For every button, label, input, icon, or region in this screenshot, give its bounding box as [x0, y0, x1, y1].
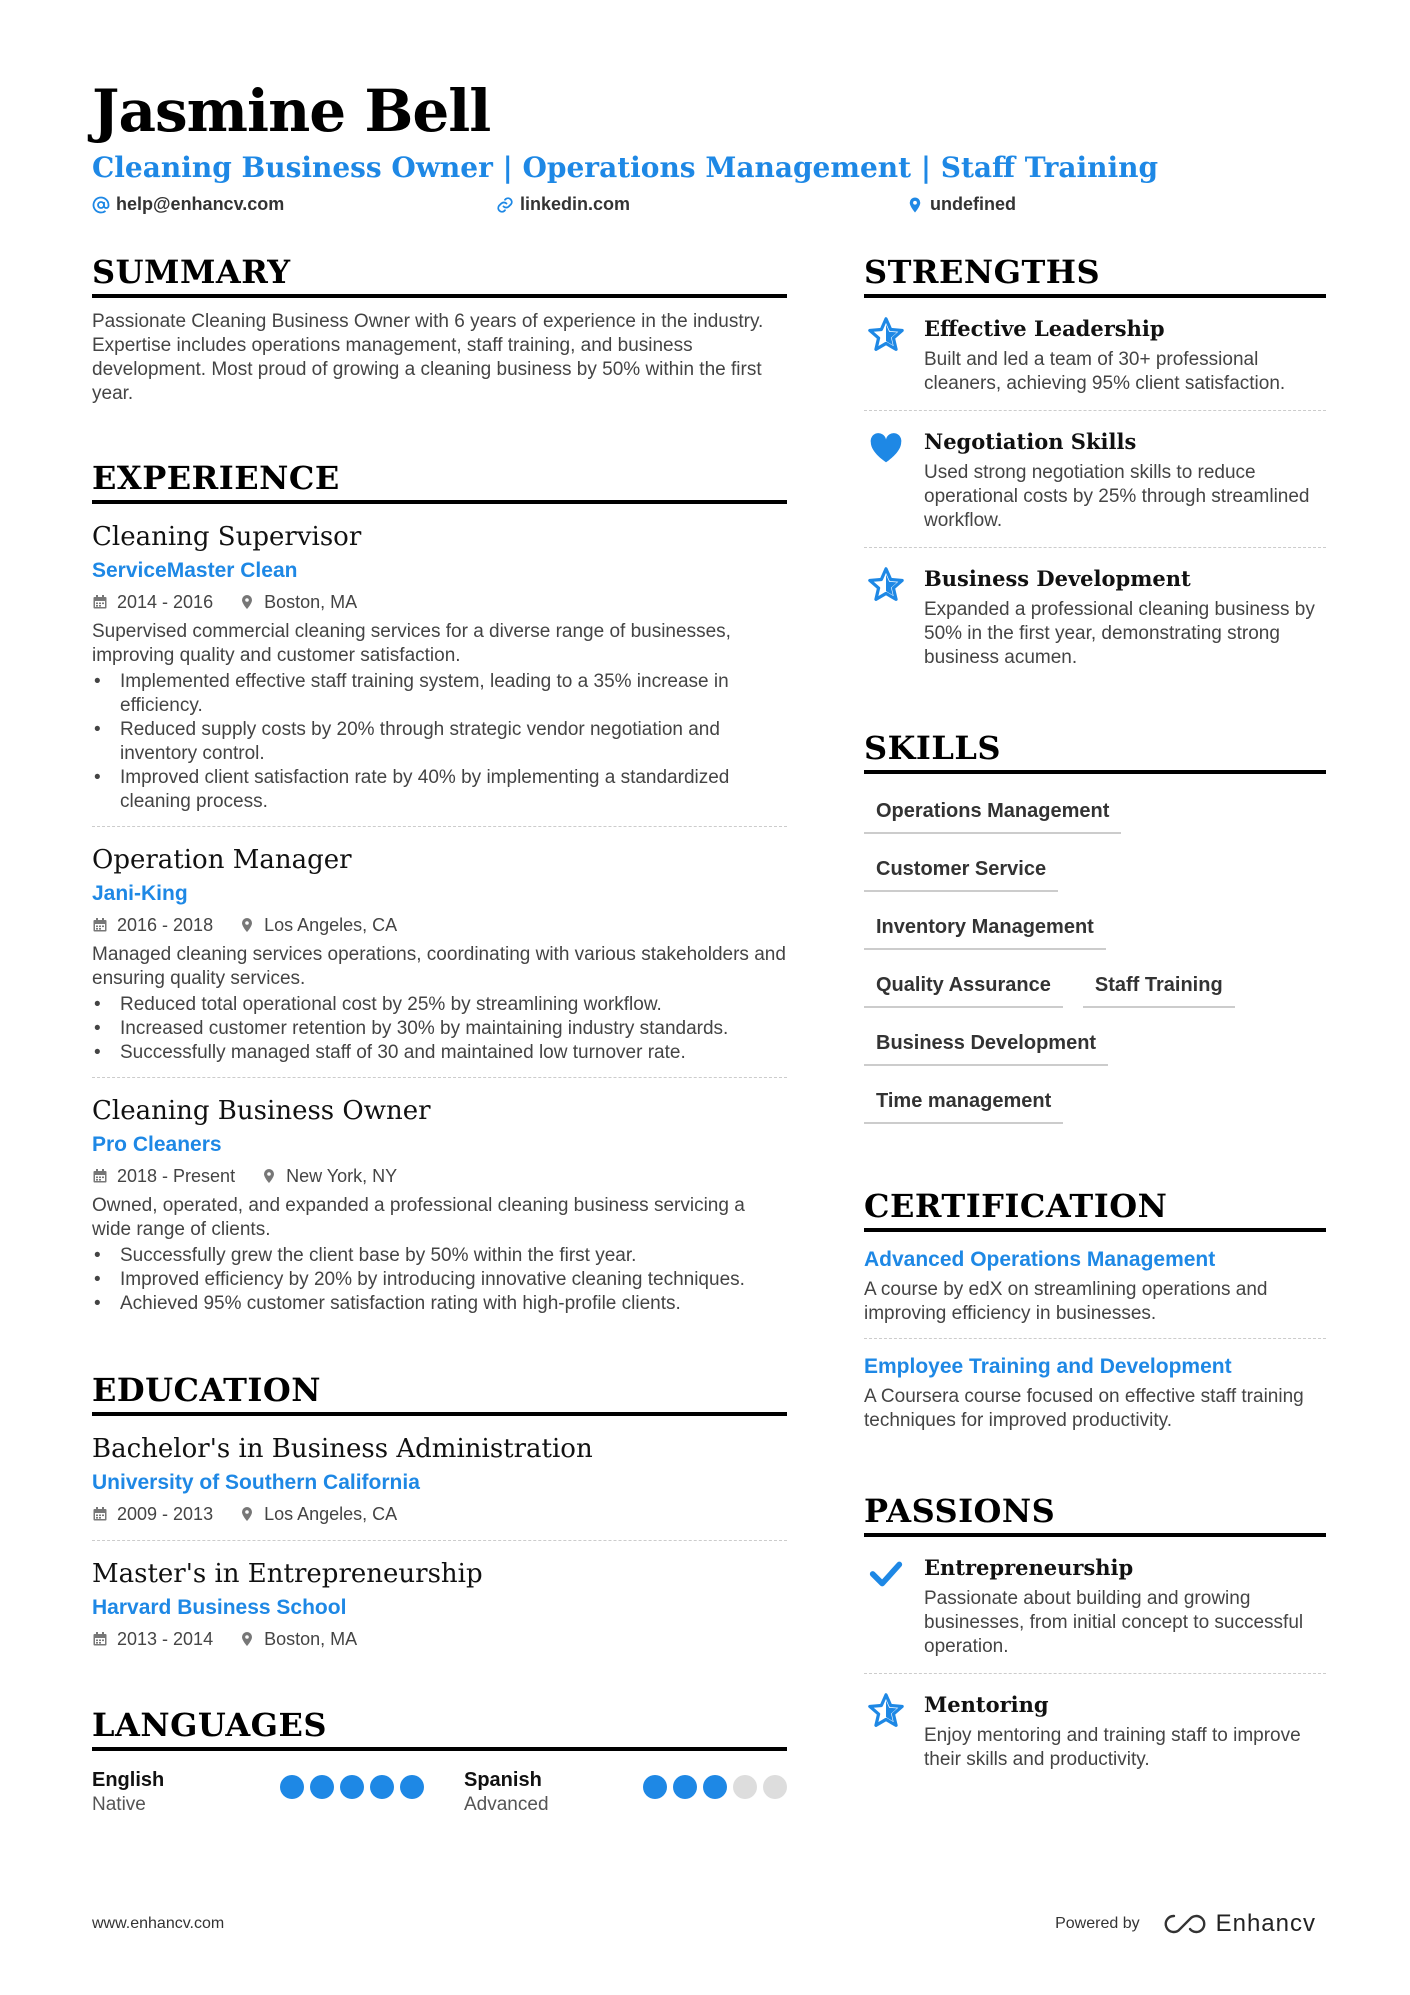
language-info: [92, 1767, 164, 1817]
passion-item: [864, 1674, 1326, 1786]
certification-title[interactable]: Advanced Operations Management: [864, 1248, 1216, 1271]
job-title: Operation Manager: [92, 845, 352, 875]
linkedin-text: linkedin.com: [520, 194, 631, 214]
achievement-item: • Reduced total operational cost by 25% by streamlining workflow.: [92, 993, 787, 1017]
passion-description: Enjoy mentoring and training staff to improve their skills and productivity.: [924, 1725, 1301, 1770]
location-text: Los Angeles, CA: [264, 915, 398, 935]
strength-description: Built and led a team of 30+ professional cleaners, achieving 95% client satisfaction.: [924, 349, 1286, 394]
powered-by: [1055, 1910, 1316, 1938]
link-icon: [496, 196, 514, 214]
strength-item: [864, 548, 1326, 684]
resume-header: [92, 74, 1332, 222]
at-icon: [92, 196, 110, 214]
language-rating: [280, 1775, 424, 1817]
strengths-section: [864, 252, 1326, 684]
passions-title: PASSIONS: [864, 1491, 1326, 1537]
rating-dot: [400, 1775, 424, 1799]
email-contact[interactable]: [92, 194, 284, 215]
strength-title: Business Development: [924, 566, 1191, 591]
certification-entry: [864, 1232, 1326, 1339]
contact-bar: [92, 194, 1332, 222]
language-level: Native: [92, 1794, 146, 1815]
passions-section: [864, 1491, 1326, 1786]
job-meta: [92, 588, 787, 616]
date-range: [92, 1625, 213, 1653]
passion-body: [924, 1553, 1326, 1659]
left-column: [92, 252, 787, 1869]
location: [239, 588, 357, 616]
achievement-item: • Implemented effective staff training system, leading to a 35% increase in efficiency.: [92, 670, 787, 718]
languages-list: [92, 1767, 787, 1817]
education-list: [92, 1416, 787, 1665]
location-pin-icon: [261, 1168, 277, 1184]
rating-dot: [340, 1775, 364, 1799]
job-description: Supervised commercial cleaning services for a diverse range of businesses, improving quality and customer satisfaction.: [92, 621, 731, 666]
experience-title: EXPERIENCE: [92, 458, 787, 504]
skill-tag: Time management: [864, 1078, 1063, 1124]
job-title: Cleaning Business Owner: [92, 1096, 431, 1126]
certification-description: A course by edX on streamlining operations and improving efficiency in businesses.: [864, 1279, 1268, 1324]
rating-dot: [310, 1775, 334, 1799]
achievement-item: • Achieved 95% customer satisfaction rating with high-profile clients.: [92, 1292, 787, 1316]
rating-dot: [763, 1775, 787, 1799]
date-text: 2016 - 2018: [117, 915, 214, 935]
date-range: [92, 588, 213, 616]
calendar-icon: [92, 594, 108, 610]
company-name[interactable]: ServiceMaster Clean: [92, 559, 298, 582]
strength-title: Effective Leadership: [924, 316, 1165, 341]
calendar-icon: [92, 917, 108, 933]
date-range: [92, 911, 213, 939]
strength-body: [924, 564, 1326, 670]
skill-tag: Staff Training: [1083, 962, 1235, 1008]
school-name[interactable]: Harvard Business School: [92, 1596, 347, 1619]
skill-tag: Inventory Management: [864, 904, 1106, 950]
calendar-icon: [92, 1506, 108, 1522]
language-item: [92, 1767, 464, 1817]
location-text: undefined: [930, 194, 1016, 214]
star-icon: [864, 564, 908, 670]
date-text: 2009 - 2013: [117, 1504, 214, 1524]
date-text: 2018 - Present: [117, 1166, 236, 1186]
passion-title: Entrepreneurship: [924, 1555, 1134, 1580]
language-info: [464, 1767, 549, 1817]
languages-title: LANGUAGES: [92, 1705, 787, 1751]
strength-item: [864, 411, 1326, 548]
location-text: Boston, MA: [264, 1629, 358, 1649]
certification-title: CERTIFICATION: [864, 1186, 1326, 1232]
language-name: Spanish: [464, 1769, 542, 1791]
strength-body: [924, 314, 1326, 396]
certification-description: A Coursera course focused on effective staff training techniques for improved productivity.: [864, 1386, 1304, 1431]
star-icon: [864, 314, 908, 396]
rating-dot: [280, 1775, 304, 1799]
passion-body: [924, 1690, 1326, 1772]
achievement-item: • Successfully grew the client base by 50% within the first year.: [92, 1244, 787, 1268]
experience-list: [92, 504, 787, 1328]
location-text: New York, NY: [286, 1166, 398, 1186]
strength-title: Negotiation Skills: [924, 429, 1137, 454]
location: [239, 911, 397, 939]
languages-section: [92, 1705, 787, 1817]
rating-dot: [703, 1775, 727, 1799]
strengths-title: STRENGTHS: [864, 252, 1326, 298]
headline: Cleaning Business Owner | Operations Management | Staff Training: [92, 151, 1159, 184]
strength-body: [924, 427, 1326, 533]
skill-tag: Customer Service: [864, 846, 1058, 892]
certification-entry: [864, 1339, 1326, 1445]
date-range: [92, 1162, 235, 1190]
achievement-item: • Increased customer retention by 30% by maintaining industry standards.: [92, 1017, 787, 1041]
page-footer: [92, 1910, 1316, 1938]
date-text: 2014 - 2016: [117, 592, 214, 612]
location: [239, 1625, 357, 1653]
strengths-list: [864, 298, 1326, 684]
location-pin-icon: [239, 594, 255, 610]
education-section: [92, 1370, 787, 1665]
achievement-list: [92, 993, 787, 1065]
education-meta: [92, 1500, 787, 1528]
achievement-item: • Improved efficiency by 20% by introducing innovative cleaning techniques.: [92, 1268, 787, 1292]
certification-list: [864, 1232, 1326, 1445]
rating-dot: [673, 1775, 697, 1799]
heart-icon: [864, 427, 908, 533]
passion-item: [864, 1537, 1326, 1674]
rating-dot: [370, 1775, 394, 1799]
company-name[interactable]: Jani-King: [92, 882, 188, 905]
strength-description: Used strong negotiation skills to reduce operational costs by 25% through streamlined workflow.: [924, 462, 1310, 531]
job-meta: [92, 911, 787, 939]
location-text: Boston, MA: [264, 592, 358, 612]
summary-section: [92, 252, 787, 406]
brand-name: Enhancv: [1215, 1910, 1316, 1937]
calendar-icon: [92, 1168, 108, 1184]
location-text: Los Angeles, CA: [264, 1504, 398, 1524]
job-description: Managed cleaning services operations, coordinating with various stakeholders and ensuring quality services.: [92, 944, 786, 989]
location: [239, 1500, 397, 1528]
right-column: [864, 252, 1326, 1838]
location-pin-icon: [906, 196, 924, 214]
skills-section: [864, 728, 1326, 1136]
school-name[interactable]: University of Southern California: [92, 1471, 420, 1494]
job-title: Cleaning Supervisor: [92, 522, 362, 552]
language-item: [464, 1767, 787, 1817]
passion-title: Mentoring: [924, 1692, 1049, 1717]
location-pin-icon: [239, 1631, 255, 1647]
achievement-list: [92, 1244, 787, 1316]
rating-dot: [733, 1775, 757, 1799]
achievement-item: • Reduced supply costs by 20% through strategic vendor negotiation and inventory control.: [92, 718, 787, 766]
passion-description: Passionate about building and growing businesses, from initial concept to successful operation.: [924, 1588, 1304, 1657]
calendar-icon: [92, 1631, 108, 1647]
infinity-logo-icon: [1162, 1912, 1208, 1936]
check-icon: [864, 1553, 908, 1659]
experience-section: [92, 458, 787, 1328]
certification-title[interactable]: Employee Training and Development: [864, 1355, 1232, 1378]
achievement-item: • Successfully managed staff of 30 and maintained low turnover rate.: [92, 1041, 787, 1065]
star-icon: [864, 1690, 908, 1772]
language-rating: [643, 1775, 787, 1817]
location-pin-icon: [239, 917, 255, 933]
date-text: 2013 - 2014: [117, 1629, 214, 1649]
experience-entry: [92, 827, 787, 1078]
education-entry: [92, 1416, 787, 1541]
degree-title: Bachelor's in Business Administration: [92, 1434, 593, 1464]
location-pin-icon: [239, 1506, 255, 1522]
experience-entry: [92, 504, 787, 827]
skill-tag: Business Development: [864, 1020, 1108, 1066]
education-title: EDUCATION: [92, 1370, 787, 1416]
passions-list: [864, 1537, 1326, 1786]
job-meta: [92, 1162, 787, 1190]
skills-list: [864, 788, 1326, 1136]
education-entry: [92, 1541, 787, 1665]
skill-tag: Quality Assurance: [864, 962, 1063, 1008]
experience-entry: [92, 1078, 787, 1328]
powered-by-label: Powered by: [1055, 1915, 1140, 1932]
summary-title: SUMMARY: [92, 252, 787, 298]
location-contact: [906, 194, 1016, 215]
achievement-list: [92, 670, 787, 814]
rating-dot: [643, 1775, 667, 1799]
candidate-name: Jasmine Bell: [92, 77, 491, 145]
achievement-item: • Improved client satisfaction rate by 40% by implementing a standardized cleaning process.: [92, 766, 787, 814]
company-name[interactable]: Pro Cleaners: [92, 1133, 222, 1156]
education-meta: [92, 1625, 787, 1653]
job-description: Owned, operated, and expanded a professional cleaning business servicing a wide range of clients.: [92, 1195, 745, 1240]
location: [261, 1162, 397, 1190]
skills-title: SKILLS: [864, 728, 1326, 774]
language-name: English: [92, 1769, 165, 1791]
email-text: help@enhancv.com: [116, 194, 285, 214]
brand-logo[interactable]: [1162, 1910, 1316, 1938]
strength-description: Expanded a professional cleaning business by 50% in the first year, demonstrating strong business acumen.: [924, 599, 1315, 668]
skill-tag: Operations Management: [864, 788, 1121, 834]
date-range: [92, 1500, 213, 1528]
strength-item: [864, 298, 1326, 411]
footer-website[interactable]: www.enhancv.com: [92, 1915, 225, 1932]
degree-title: Master's in Entrepreneurship: [92, 1559, 483, 1589]
linkedin-contact[interactable]: [496, 194, 630, 215]
certification-section: [864, 1186, 1326, 1445]
summary-text: Passionate Cleaning Business Owner with 6 years of experience in the industry. Expertise includes operations management, staff training, and business development. Most proud of growing a cleaning business by 50% within the first year.: [92, 311, 764, 404]
language-level: Advanced: [464, 1794, 549, 1815]
